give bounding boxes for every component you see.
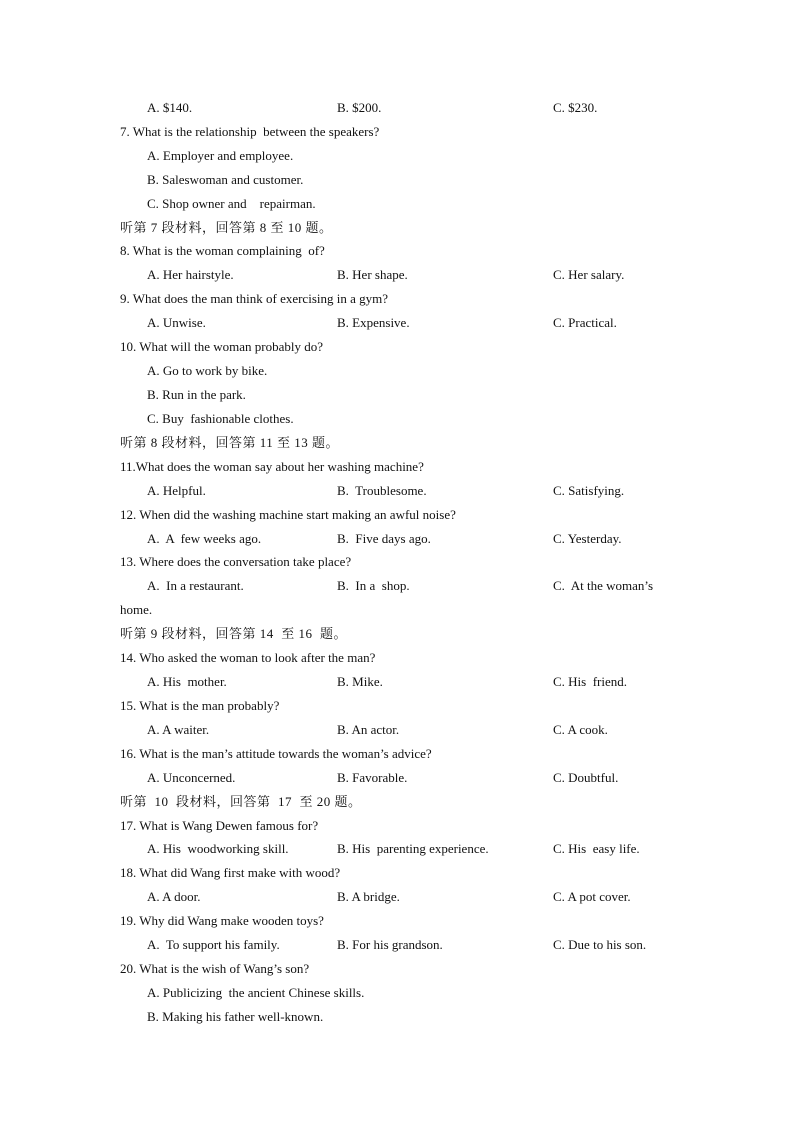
- q8-option-a: A. Her hairstyle.: [147, 267, 234, 282]
- q10-option-c: C. Buy fashionable clothes.: [147, 411, 294, 426]
- q13-option-c-continuation: home.: [120, 602, 153, 617]
- q18-option-b: B. A bridge.: [337, 889, 400, 904]
- q12-option-b: B. Five days ago.: [337, 531, 431, 546]
- question-8: 8. What is the woman complaining of?: [120, 243, 325, 258]
- q13-option-c: C. At the woman’s: [553, 578, 654, 593]
- q19-option-a: A. To support his family.: [147, 937, 280, 952]
- question-7: 7. What is the relationship between the speakers?: [120, 124, 380, 139]
- q13-option-a: A. In a restaurant.: [147, 578, 244, 593]
- question-14: 14. Who asked the woman to look after the man?: [120, 650, 376, 665]
- q8-option-b: B. Her shape.: [337, 267, 408, 282]
- q17-option-a: A. His woodworking skill.: [147, 841, 289, 856]
- q12-option-c: C. Yesterday.: [553, 531, 622, 546]
- question-13: 13. Where does the conversation take place?: [120, 554, 352, 569]
- question-18: 18. What did Wang first make with wood?: [120, 865, 341, 880]
- question-20: 20. What is the wish of Wang’s son?: [120, 961, 310, 976]
- q15-option-c: C. A cook.: [553, 722, 608, 737]
- q18-option-a: A. A door.: [147, 889, 201, 904]
- q9-option-b: B. Expensive.: [337, 315, 410, 330]
- q19-option-b: B. For his grandson.: [337, 937, 443, 952]
- q6-option-b: B. $200.: [337, 100, 382, 115]
- question-10: 10. What will the woman probably do?: [120, 339, 324, 354]
- question-11: 11.What does the woman say about her washing machine?: [120, 459, 424, 474]
- q11-option-a: A. Helpful.: [147, 483, 206, 498]
- q20-option-a: A. Publicizing the ancient Chinese skills.: [147, 985, 365, 1000]
- question-17: 17. What is Wang Dewen famous for?: [120, 818, 319, 833]
- q16-option-c: C. Doubtful.: [553, 770, 619, 785]
- question-16: 16. What is the man’s attitude towards the woman’s advice?: [120, 746, 432, 761]
- section-heading-7: 听第 7 段材料，回答第 8 至 10 题。: [120, 220, 333, 235]
- q20-option-b: B. Making his father well-known.: [147, 1009, 324, 1024]
- q19-option-c: C. Due to his son.: [553, 937, 647, 952]
- q10-option-b: B. Run in the park.: [147, 387, 246, 402]
- q18-option-c: C. A pot cover.: [553, 889, 631, 904]
- q14-option-b: B. Mike.: [337, 674, 383, 689]
- q6-option-a: A. $140.: [147, 100, 193, 115]
- section-heading-9: 听第 9 段材料，回答第 14 至 16 题。: [120, 626, 348, 641]
- q9-option-c: C. Practical.: [553, 315, 617, 330]
- question-15: 15. What is the man probably?: [120, 698, 280, 713]
- q7-option-c: C. Shop owner and repairman.: [147, 196, 316, 211]
- q16-option-b: B. Favorable.: [337, 770, 408, 785]
- q11-option-c: C. Satisfying.: [553, 483, 625, 498]
- q8-option-c: C. Her salary.: [553, 267, 625, 282]
- q11-option-b: B. Troublesome.: [337, 483, 427, 498]
- q12-option-a: A. A few weeks ago.: [147, 531, 262, 546]
- q7-option-a: A. Employer and employee.: [147, 148, 294, 163]
- q13-option-b: B. In a shop.: [337, 578, 410, 593]
- q15-option-a: A. A waiter.: [147, 722, 210, 737]
- q10-option-a: A. Go to work by bike.: [147, 363, 268, 378]
- section-heading-10: 听第 10 段材料，回答第 17 至 20 题。: [120, 794, 362, 809]
- question-19: 19. Why did Wang make wooden toys?: [120, 913, 324, 928]
- question-9: 9. What does the man think of exercising in a gym?: [120, 291, 388, 306]
- q14-option-a: A. His mother.: [147, 674, 227, 689]
- q9-option-a: A. Unwise.: [147, 315, 206, 330]
- question-12: 12. When did the washing machine start making an awful noise?: [120, 507, 456, 522]
- q14-option-c: C. His friend.: [553, 674, 628, 689]
- section-heading-8: 听第 8 段材料，回答第 11 至 13 题。: [120, 435, 340, 450]
- q15-option-b: B. An actor.: [337, 722, 400, 737]
- q6-option-c: C. $230.: [553, 100, 598, 115]
- q17-option-b: B. His parenting experience.: [337, 841, 489, 856]
- q17-option-c: C. His easy life.: [553, 841, 640, 856]
- q16-option-a: A. Unconcerned.: [147, 770, 236, 785]
- q7-option-b: B. Saleswoman and customer.: [147, 172, 304, 187]
